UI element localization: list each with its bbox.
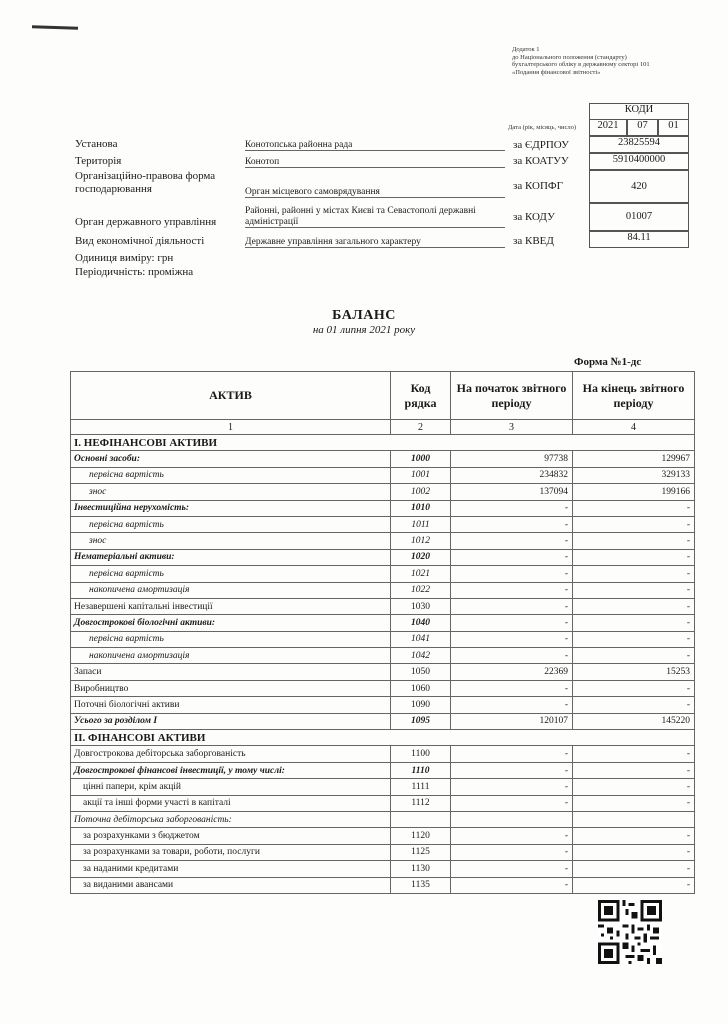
table-row [71, 795, 695, 811]
table-row [71, 877, 695, 893]
table-row [71, 631, 695, 647]
entity-label: Орган державного управління [75, 216, 217, 228]
value-end: - [573, 582, 695, 598]
table-body [71, 435, 695, 894]
value-start: - [451, 566, 573, 582]
col-number: 2 [391, 420, 451, 435]
code-label: за КОАТУУ [513, 155, 569, 167]
row-label: Довгострокові біологічні активи: [71, 615, 391, 631]
row-code: 1125 [391, 844, 451, 860]
row-label: первісна вартість [71, 631, 391, 647]
value-start: - [451, 697, 573, 713]
periodicity-label: Періодичність: проміжна [75, 266, 194, 278]
table-row [71, 861, 695, 877]
row-label: акції та інші форми участі в капіталі [71, 795, 391, 811]
units-label: Одиниця виміру: грн [75, 252, 174, 264]
value-end: - [573, 680, 695, 696]
col-number: 3 [451, 420, 573, 435]
row-code: 1095 [391, 713, 451, 729]
value-start: - [451, 828, 573, 844]
row-label: Виробництво [71, 680, 391, 696]
row-label: Довгострокова дебіторська заборгованість [71, 746, 391, 762]
table-row [71, 533, 695, 549]
row-label: накопичена амортизація [71, 582, 391, 598]
value-end: 129967 [573, 451, 695, 467]
value-start: - [451, 582, 573, 598]
table-row [71, 598, 695, 614]
table-row [71, 746, 695, 762]
table-row [71, 549, 695, 565]
code-kopfg: 420 [589, 170, 689, 203]
row-code: 1050 [391, 664, 451, 680]
row-code: 1135 [391, 877, 451, 893]
table-row [71, 713, 695, 729]
balance-table [70, 371, 695, 894]
value-end: - [573, 828, 695, 844]
row-label: Основні засоби: [71, 451, 391, 467]
value-start: - [451, 549, 573, 565]
value-start: - [451, 648, 573, 664]
table-row [71, 582, 695, 598]
scan-mark [32, 25, 78, 30]
value-start: - [451, 533, 573, 549]
entity-label: Вид економічної діяльності [75, 235, 205, 247]
code-label: за КВЕД [513, 235, 554, 247]
row-code: 1112 [391, 795, 451, 811]
entity-label: Територія [75, 155, 122, 167]
table-row [71, 844, 695, 860]
table-row [71, 566, 695, 582]
row-code: 1011 [391, 516, 451, 532]
row-code: 1021 [391, 566, 451, 582]
code-label: за КОДУ [513, 211, 555, 223]
code-label: за КОПФГ [513, 180, 563, 192]
value-end: - [573, 861, 695, 877]
row-code: 1100 [391, 746, 451, 762]
row-code: 1110 [391, 762, 451, 778]
row-code: 1030 [391, 598, 451, 614]
appendix-line: «Подання фінансової звітності» [512, 68, 601, 76]
value-end: - [573, 844, 695, 860]
codes-header: КОДИ [589, 103, 689, 120]
table-row [71, 451, 695, 467]
value-end: - [573, 516, 695, 532]
value-end: - [573, 598, 695, 614]
row-label: за розрахунками з бюджетом [71, 828, 391, 844]
entity-label: Установа [75, 138, 118, 150]
table-row [71, 516, 695, 532]
code-kved: 84.11 [589, 231, 689, 248]
row-code: 1060 [391, 680, 451, 696]
entity-value: Орган місцевого самоврядування [245, 187, 505, 198]
row-label: знос [71, 533, 391, 549]
row-label: за наданими кредитами [71, 861, 391, 877]
value-end: - [573, 877, 695, 893]
row-code: 1042 [391, 648, 451, 664]
code-edrpou: 23825594 [589, 136, 689, 153]
row-label: Довгострокові фінансові інвестиції, у тому числі: [71, 762, 391, 778]
table-row [71, 680, 695, 696]
row-label: первісна вартість [71, 566, 391, 582]
value-start: 234832 [451, 467, 573, 483]
section-title: І. НЕФІНАНСОВІ АКТИВИ [71, 435, 695, 451]
value-start: - [451, 779, 573, 795]
value-start: 120107 [451, 713, 573, 729]
value-start: 137094 [451, 484, 573, 500]
row-code: 1010 [391, 500, 451, 516]
appendix-note [512, 46, 650, 76]
form-number: Форма №1-дс [574, 356, 642, 368]
value-end: - [573, 648, 695, 664]
row-code: 1040 [391, 615, 451, 631]
value-end: - [573, 779, 695, 795]
col-number: 4 [573, 420, 695, 435]
entity-value: Державне управління загального характеру [245, 237, 505, 248]
col-header: АКТИВ [71, 372, 391, 420]
row-label: Запаси [71, 664, 391, 680]
section-row [71, 435, 695, 451]
report-date: на 01 липня 2021 року [312, 324, 416, 336]
entity-value: Районні, районні у містах Києві та Севастополі державні адміністрації [245, 206, 505, 228]
appendix-line: до Національного положення (стандарту) [512, 53, 627, 61]
entity-label: Організаційно-правова форма господарювання [75, 170, 216, 195]
value-end: - [573, 795, 695, 811]
section-row [71, 730, 695, 746]
row-code: 1012 [391, 533, 451, 549]
value-end [573, 811, 695, 827]
row-code: 1130 [391, 861, 451, 877]
value-end: - [573, 746, 695, 762]
row-label: накопичена амортизація [71, 648, 391, 664]
value-start: - [451, 746, 573, 762]
row-code: 1002 [391, 484, 451, 500]
row-code: 1111 [391, 779, 451, 795]
row-label: первісна вартість [71, 516, 391, 532]
value-end: - [573, 615, 695, 631]
table-row [71, 500, 695, 516]
row-label: Поточні біологічні активи [71, 697, 391, 713]
col-header: На кінець звітного періоду [573, 372, 695, 420]
row-label: Нематеріальні активи: [71, 549, 391, 565]
row-code: 1020 [391, 549, 451, 565]
value-start: - [451, 762, 573, 778]
row-label: за виданими авансами [71, 877, 391, 893]
col-number: 1 [71, 420, 391, 435]
row-code: 1120 [391, 828, 451, 844]
value-end: - [573, 533, 695, 549]
value-start [451, 811, 573, 827]
date-month: 07 [627, 119, 658, 136]
row-label: первісна вартість [71, 467, 391, 483]
value-end: 15253 [573, 664, 695, 680]
code-kodu: 01007 [589, 203, 689, 231]
table-row [71, 762, 695, 778]
table-row [71, 828, 695, 844]
table-row [71, 648, 695, 664]
col-header: Код рядка [391, 372, 451, 420]
appendix-line: Додаток 1 [512, 46, 540, 53]
table-row [71, 467, 695, 483]
value-start: - [451, 680, 573, 696]
row-code: 1001 [391, 467, 451, 483]
value-start: - [451, 516, 573, 532]
table-row [71, 664, 695, 680]
value-start: - [451, 877, 573, 893]
value-end: - [573, 697, 695, 713]
page-title: БАЛАНС [332, 308, 396, 323]
row-code: 1022 [391, 582, 451, 598]
value-end: - [573, 500, 695, 516]
value-end: 145220 [573, 713, 695, 729]
row-code [391, 811, 451, 827]
qr-code-icon [598, 900, 662, 964]
date-day: 01 [658, 119, 689, 136]
row-code: 1041 [391, 631, 451, 647]
date-year: 2021 [589, 119, 627, 136]
value-start: 97738 [451, 451, 573, 467]
date-label: Дата (рік, місяць, число) [508, 124, 576, 131]
code-koatuu: 5910400000 [589, 153, 689, 170]
section-title: ІІ. ФІНАНСОВІ АКТИВИ [71, 730, 695, 746]
value-start: - [451, 615, 573, 631]
row-code: 1090 [391, 697, 451, 713]
value-end: 199166 [573, 484, 695, 500]
value-end: - [573, 631, 695, 647]
value-start: - [451, 844, 573, 860]
row-label: Незавершені капітальні інвестиції [71, 598, 391, 614]
row-label: знос [71, 484, 391, 500]
value-end: - [573, 762, 695, 778]
row-label: Інвестиційна нерухомість: [71, 500, 391, 516]
value-start: 22369 [451, 664, 573, 680]
value-end: 329133 [573, 467, 695, 483]
row-code: 1000 [391, 451, 451, 467]
table-row [71, 484, 695, 500]
row-label: Поточна дебіторська заборгованість: [71, 811, 391, 827]
value-start: - [451, 500, 573, 516]
value-start: - [451, 861, 573, 877]
row-label: за розрахунками за товари, роботи, послуги [71, 844, 391, 860]
col-header: На початок звітного періоду [451, 372, 573, 420]
value-start: - [451, 598, 573, 614]
code-label: за ЄДРПОУ [513, 139, 569, 151]
appendix-line: бухгалтерського обліку в державному секторі 101 [512, 61, 650, 69]
row-label: цінні папери, крім акцій [71, 779, 391, 795]
table-row [71, 779, 695, 795]
value-start: - [451, 795, 573, 811]
table-row [71, 811, 695, 827]
entity-value: Конотоп [245, 157, 505, 168]
value-end: - [573, 549, 695, 565]
row-label: Усього за розділом І [71, 713, 391, 729]
value-end: - [573, 566, 695, 582]
table-row [71, 697, 695, 713]
table-row [71, 615, 695, 631]
value-start: - [451, 631, 573, 647]
entity-value: Конотопська районна рада [245, 140, 505, 151]
